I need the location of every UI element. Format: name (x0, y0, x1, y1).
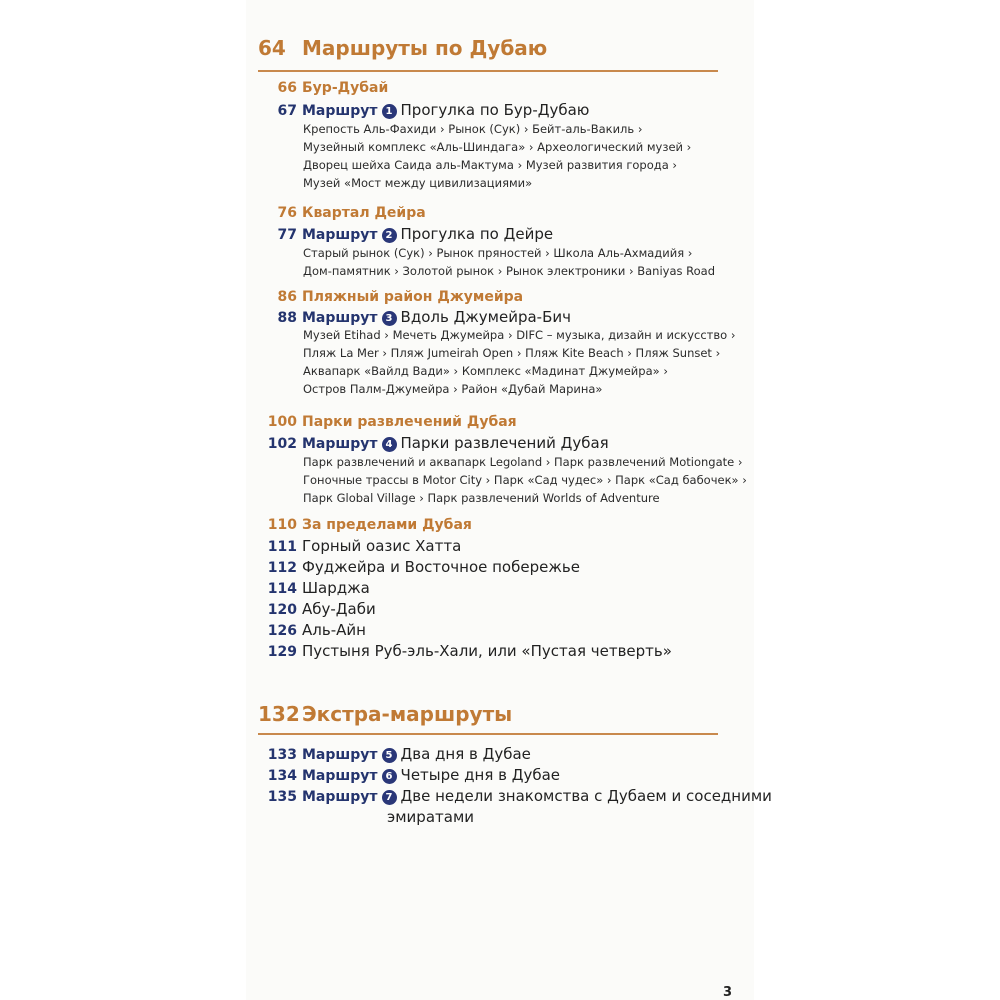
section-divider (258, 70, 718, 72)
route-stops-line: Дом-памятник › Золотой рынок › Рынок электроники › Baniyas Road (303, 264, 715, 278)
route-title: Вдоль Джумейра-Бич (400, 308, 571, 326)
route-title: Прогулка по Дейре (400, 225, 554, 243)
section-heading-extra-routes (258, 702, 512, 726)
route-stops-line: Парк Global Village › Парк развлечений Worlds of Adventure (303, 491, 660, 505)
entry-title: Горный оазис Хатта (302, 537, 462, 555)
chapter-title: Квартал Дейра (302, 205, 426, 221)
chapter-page-number: 86 (277, 289, 297, 305)
route-7-entry[interactable] (258, 787, 772, 806)
toc-entry-al-ain[interactable] (258, 621, 366, 639)
entry-page-number: 126 (267, 623, 297, 639)
route-label: Маршрут (302, 436, 378, 452)
route-label: Маршрут (302, 789, 378, 805)
route-page-number: 135 (267, 789, 297, 805)
route-label: Маршрут (302, 747, 378, 763)
route-title: Прогулка по Бур-Дубаю (400, 101, 590, 119)
route-title-continuation: эмиратами (387, 808, 475, 826)
route-stops-line: Музей Etihad › Мечеть Джумейра › DIFC – музыка, дизайн и искусство › (303, 328, 736, 342)
chapter-deira[interactable] (258, 205, 426, 221)
chapter-title: Пляжный район Джумейра (302, 289, 524, 305)
entry-title: Пустыня Руб-эль-Хали, или «Пустая четверть» (302, 642, 672, 660)
route-page-number: 134 (267, 768, 297, 784)
toc-entry-abu-dhabi[interactable] (258, 600, 376, 618)
route-number-badge: 3 (382, 311, 397, 326)
entry-title: Шарджа (302, 579, 370, 597)
route-stops-line: Музейный комплекс «Аль-Шиндага» › Археологический музей › (303, 140, 692, 154)
chapter-title: Бур-Дубай (302, 80, 389, 96)
route-page-number: 102 (267, 436, 297, 452)
route-number-badge: 1 (382, 104, 397, 119)
route-1-entry[interactable] (258, 101, 589, 120)
chapter-jumeirah[interactable] (258, 289, 523, 305)
entry-page-number: 120 (267, 602, 297, 618)
entry-title: Абу-Даби (302, 600, 376, 618)
route-title: Четыре дня в Дубае (400, 766, 560, 784)
route-title: Парки развлечений Дубая (400, 434, 609, 452)
route-number-badge: 6 (382, 769, 397, 784)
route-label: Маршрут (302, 768, 378, 784)
chapter-page-number: 100 (267, 414, 297, 430)
route-3-entry[interactable] (258, 308, 571, 327)
route-number-badge: 2 (382, 228, 397, 243)
route-title: Две недели знакомства с Дубаем и соседними (400, 787, 772, 805)
chapter-theme-parks[interactable] (258, 414, 517, 430)
section-divider (258, 733, 718, 735)
chapter-page-number: 110 (267, 517, 297, 533)
route-number-badge: 4 (382, 437, 397, 452)
route-label: Маршрут (302, 103, 378, 119)
route-label: Маршрут (302, 310, 378, 326)
chapter-bur-dubai[interactable] (258, 80, 388, 96)
chapter-page-number: 66 (277, 80, 297, 96)
chapter-page-number: 76 (277, 205, 297, 221)
route-stops-line: Дворец шейха Саида аль-Мактума › Музей развития города › (303, 158, 677, 172)
route-stops-line: Гоночные трассы в Motor City › Парк «Сад чудес» › Парк «Сад бабочек» › (303, 473, 747, 487)
route-number-badge: 5 (382, 748, 397, 763)
toc-entry-fujairah[interactable] (258, 558, 580, 576)
section-heading-dubai-routes (258, 36, 547, 60)
section-page-number: 64 (258, 36, 286, 60)
route-6-entry[interactable] (258, 766, 560, 785)
route-page-number: 67 (277, 103, 297, 119)
route-stops-line: Пляж La Mer › Пляж Jumeirah Open › Пляж Kite Beach › Пляж Sunset › (303, 346, 721, 360)
route-stops-line: Парк развлечений и аквапарк Legoland › Парк развлечений Motiongate › (303, 455, 743, 469)
entry-title: Фуджейра и Восточное побережье (302, 558, 580, 576)
route-stops-line: Музей «Мост между цивилизациями» (303, 176, 533, 190)
chapter-title: За пределами Дубая (302, 517, 472, 533)
toc-entry-sharjah[interactable] (258, 579, 370, 597)
entry-page-number: 111 (267, 539, 297, 555)
route-5-entry[interactable] (258, 745, 531, 764)
section-page-number: 132 (258, 702, 300, 726)
section-title: Экстра-маршруты (302, 702, 513, 726)
route-title: Два дня в Дубае (400, 745, 531, 763)
entry-page-number: 114 (267, 581, 297, 597)
route-stops-line: Аквапарк «Вайлд Вади» › Комплекс «Мадинат Джумейра» › (303, 364, 668, 378)
page-number: 3 (723, 985, 733, 1000)
route-stops-line: Остров Палм-Джумейра › Район «Дубай Марина» (303, 382, 603, 396)
route-2-entry[interactable] (258, 225, 553, 244)
toc-entry-rub-al-khali[interactable] (258, 642, 672, 660)
route-number-badge: 7 (382, 790, 397, 805)
toc-entry-hatta[interactable] (258, 537, 461, 555)
entry-title: Аль-Айн (302, 621, 366, 639)
chapter-title: Парки развлечений Дубая (302, 414, 517, 430)
route-page-number: 133 (267, 747, 297, 763)
route-stops-line: Крепость Аль-Фахиди › Рынок (Сук) › Бейт-аль-Вакиль › (303, 122, 643, 136)
chapter-beyond-dubai[interactable] (258, 517, 472, 533)
route-4-entry[interactable] (258, 434, 609, 453)
route-page-number: 77 (277, 227, 297, 243)
entry-page-number: 112 (267, 560, 297, 576)
route-page-number: 88 (277, 310, 297, 326)
route-stops-line: Старый рынок (Сук) › Рынок пряностей › Школа Аль-Ахмадийя › (303, 246, 693, 260)
entry-page-number: 129 (267, 644, 297, 660)
section-title: Маршруты по Дубаю (302, 36, 548, 60)
route-label: Маршрут (302, 227, 378, 243)
